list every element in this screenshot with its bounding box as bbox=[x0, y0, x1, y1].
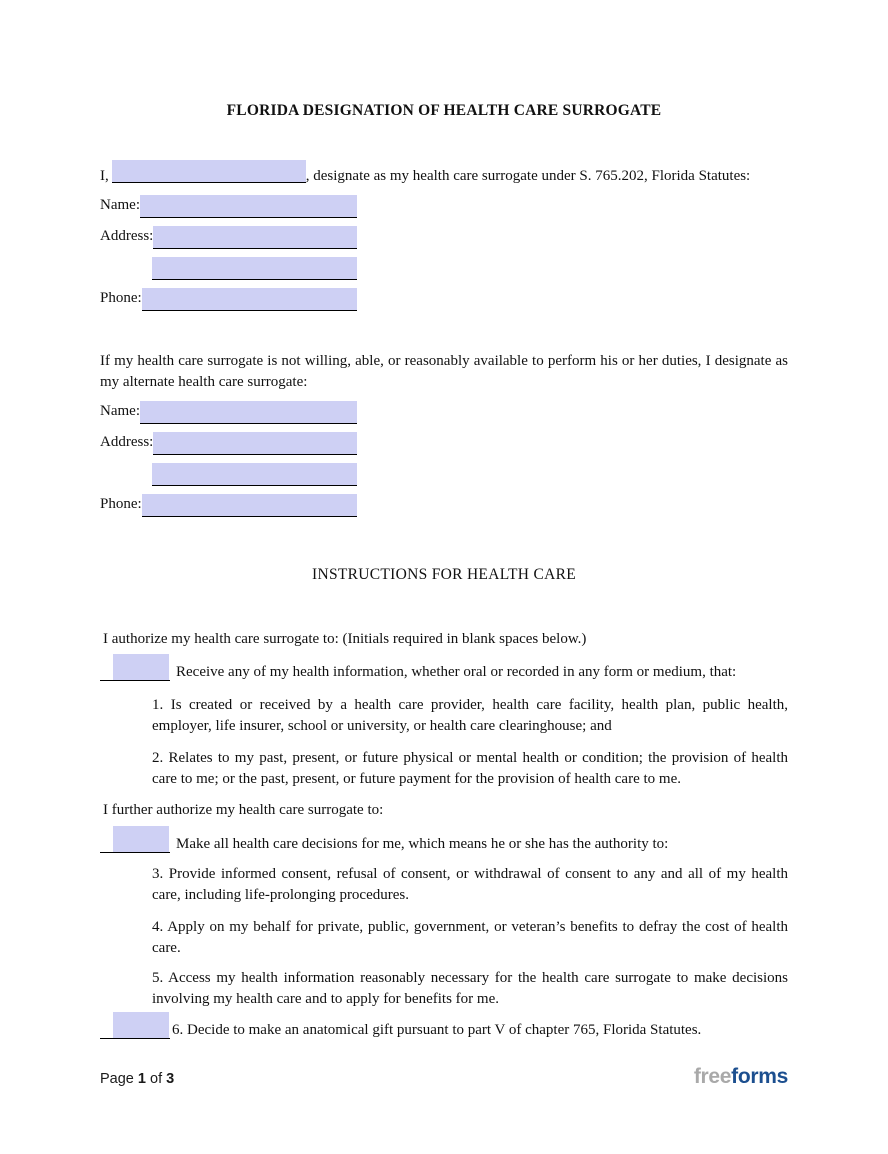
primary-name-input[interactable] bbox=[140, 195, 357, 218]
primary-phone-row bbox=[100, 280, 357, 311]
page-indicator bbox=[100, 1069, 174, 1090]
alternate-address2-row bbox=[100, 455, 357, 486]
primary-address2-input[interactable] bbox=[152, 257, 357, 280]
list-item-3: 3. Provide informed consent, refusal of consent, or withdrawal of consent to any and all of my health care, including life-prolonging procedures. bbox=[152, 866, 788, 903]
alternate-surrogate-paragraph: If my health care surrogate is not willing, able, or reasonably available to perform his or her duties, I designate as my alternate health care surrogate: bbox=[100, 353, 788, 390]
primary-phone-input[interactable] bbox=[142, 288, 357, 311]
decisions-clause-row bbox=[100, 826, 788, 855]
alternate-address2-input[interactable] bbox=[152, 463, 357, 486]
instructions-heading: INSTRUCTIONS FOR HEALTH CARE bbox=[311, 566, 577, 583]
alternate-name-input[interactable] bbox=[140, 401, 357, 424]
receive-clause-row bbox=[100, 654, 788, 683]
decisions-clause-text: Make all health care decisions for me, which means he or she has the authority to: bbox=[176, 836, 669, 852]
phone-label: Phone: bbox=[100, 496, 142, 512]
list-item-2: 2. Relates to my past, present, or future physical or mental health or condition; the provision of health care to me; or the past, present, or future payment for the provision of health care to me. bbox=[152, 750, 788, 787]
intro-suffix: , designate as my health care surrogate under S. 765.202, Florida Statutes: bbox=[305, 168, 751, 184]
alternate-surrogate-fields bbox=[100, 393, 788, 517]
address-label: Address: bbox=[100, 434, 154, 450]
intro-line bbox=[100, 160, 788, 187]
name-label: Name: bbox=[100, 403, 140, 419]
page-number: 1 bbox=[137, 1071, 146, 1087]
list-item-4: 4. Apply on my behalf for private, public, government, or veteran’s benefits to defray the cost of health care. bbox=[152, 919, 788, 956]
document-title: FLORIDA DESIGNATION OF HEALTH CARE SURROGATE bbox=[226, 102, 662, 119]
initials-input[interactable] bbox=[113, 1012, 169, 1038]
alternate-name-row bbox=[100, 393, 357, 424]
further-authorize-line: I further authorize my health care surrogate to: bbox=[103, 802, 384, 818]
alternate-phone-row bbox=[100, 486, 357, 517]
freeforms-logo bbox=[694, 1066, 788, 1087]
initials-input[interactable] bbox=[113, 654, 169, 680]
alternate-phone-input[interactable] bbox=[142, 494, 357, 517]
list-item-1: 1. Is created or received by a health care provider, health care facility, health plan, public health, employer, life insurer, school or university, or health care clearinghouse; and bbox=[152, 697, 788, 734]
primary-surrogate-fields bbox=[100, 187, 788, 311]
alternate-address-input[interactable] bbox=[153, 432, 357, 455]
intro-prefix: I, bbox=[100, 168, 109, 184]
principal-name-field[interactable] bbox=[112, 160, 306, 183]
primary-name-row bbox=[100, 187, 357, 218]
phone-label: Phone: bbox=[100, 290, 142, 306]
initials-input[interactable] bbox=[113, 826, 169, 852]
of-word: of bbox=[150, 1071, 163, 1087]
initials-field-anatomical-gift[interactable] bbox=[100, 1012, 170, 1039]
anatomical-gift-row bbox=[100, 1012, 788, 1041]
address-label: Address: bbox=[100, 228, 154, 244]
total-pages: 3 bbox=[166, 1071, 175, 1087]
primary-address-row bbox=[100, 218, 357, 249]
brand-free-text: free bbox=[693, 1065, 732, 1088]
primary-address-input[interactable] bbox=[153, 226, 357, 249]
list-item-5: 5. Access my health information reasonably necessary for the health care surrogate to make decisions involving my health care and to apply for benefits for me. bbox=[152, 970, 788, 1007]
receive-clause-text: Receive any of my health information, whether oral or recorded in any form or medium, that: bbox=[176, 664, 737, 680]
initials-field-decisions[interactable] bbox=[100, 826, 170, 853]
page-footer bbox=[100, 1066, 788, 1090]
brand-forms-text: forms bbox=[731, 1065, 788, 1088]
initials-field-receive[interactable] bbox=[100, 654, 170, 681]
primary-address2-row bbox=[100, 249, 357, 280]
authorize-line: I authorize my health care surrogate to: (Initials required in blank spaces below.) bbox=[103, 631, 587, 647]
list-item-6-text: 6. Decide to make an anatomical gift pursuant to part V of chapter 765, Florida Statutes. bbox=[172, 1022, 702, 1038]
alternate-address-row bbox=[100, 424, 357, 455]
name-label: Name: bbox=[100, 197, 140, 213]
page-word: Page bbox=[100, 1071, 134, 1087]
